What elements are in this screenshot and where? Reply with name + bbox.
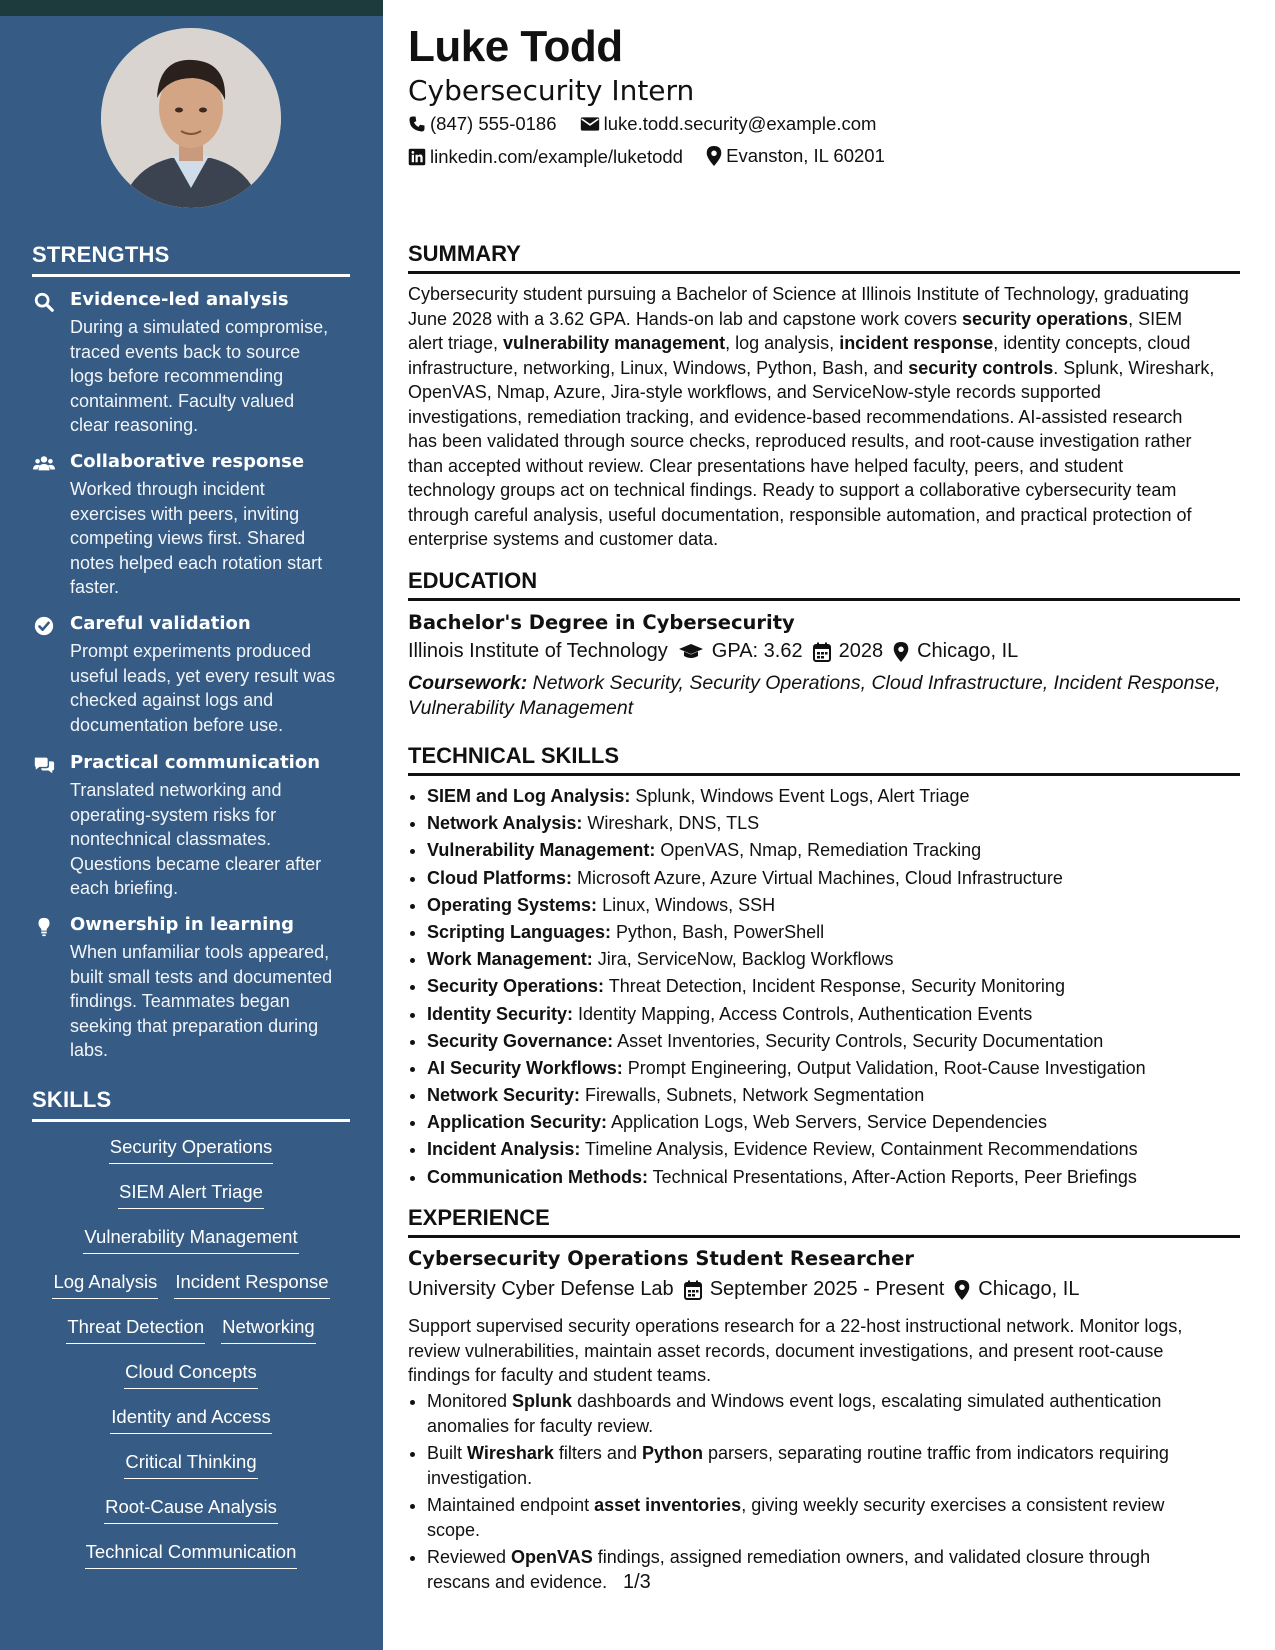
summary-line: enterprise systems and customer data. xyxy=(408,529,719,549)
school-location: Chicago, IL xyxy=(917,640,1019,662)
experience-heading: EXPERIENCE xyxy=(408,1205,1240,1238)
contact-line xyxy=(408,145,903,171)
technical-skill-item: • SIEM and Log Analysis: Splunk, Windows Event Logs, Alert Triage xyxy=(427,784,1259,809)
job-summary: Support supervised security operations research for a 22-host instructional network. Monitor logs, review vulnerabilities, maintain asset records, document investigations, and present root-cause findings for faculty and student teams. xyxy=(408,1316,1183,1385)
education-heading: EDUCATION xyxy=(408,568,1240,601)
contact-line xyxy=(408,113,894,138)
skill-row xyxy=(32,1136,350,1164)
skill-tag: Critical Thinking xyxy=(124,1451,257,1479)
skill-row xyxy=(32,1226,350,1254)
linkedin-url[interactable]: linkedin.com/example/luketodd xyxy=(430,146,683,167)
calendar-icon xyxy=(813,642,831,662)
degree-title: Bachelor's Degree in Cybersecurity xyxy=(408,611,795,634)
skill-tag: Vulnerability Management xyxy=(83,1226,298,1254)
job-bullet: • Maintained endpoint asset inventories, giving weekly security exercises a consistent review scope. xyxy=(427,1493,1259,1542)
technical-skill-item: • Security Operations: Threat Detection, Incident Response, Security Monitoring xyxy=(427,974,1259,999)
summary-line: OpenVAS, Nmap, Azure, Jira-style workflows, and ServiceNow-style records supported xyxy=(408,382,1101,402)
summary-line: through careful analysis, useful documentation, responsible automation, and practical protection of xyxy=(408,504,1192,525)
strength-description: Prompt experiments produced useful leads, yet every result was checked against logs and documentation before use. xyxy=(70,641,336,735)
job-bullet: • Monitored Splunk dashboards and Windows event logs, escalating simulated authentication anomalies for faculty review. xyxy=(427,1389,1259,1438)
skill-tag: Networking xyxy=(221,1316,316,1344)
skill-row xyxy=(32,1271,350,1299)
strength-description: During a simulated compromise, traced events back to source logs before recommending containment. Faculty valued clear reasoning. xyxy=(70,317,329,435)
skill-tag: Technical Communication xyxy=(85,1541,298,1569)
school-name: Illinois Institute of Technology xyxy=(408,640,668,662)
technical-skill-item: • Network Security: Firewalls, Subnets, Network Segmentation xyxy=(427,1083,1259,1108)
coursework: Coursework: Network Security, Security Operations, Cloud Infrastructure, Incident Response, Vulnerability Management xyxy=(408,672,1221,719)
skill-tag: Threat Detection xyxy=(66,1316,205,1344)
map-marker-icon xyxy=(706,146,722,166)
summary-line: than accepted without review. Clear presentations have helped faculty, peers, and student xyxy=(408,455,1124,476)
technical-skill-item: • Operating Systems: Linux, Windows, SSH xyxy=(427,893,1259,918)
graduation-cap-icon xyxy=(678,643,704,661)
employer: University Cyber Defense Lab xyxy=(408,1278,674,1300)
sidebar-top-bar xyxy=(0,0,383,16)
location-text: Evanston, IL 60201 xyxy=(726,145,885,166)
gpa: GPA: 3.62 xyxy=(711,640,803,662)
skill-row xyxy=(32,1541,350,1569)
strengths-heading: STRENGTHS xyxy=(32,242,350,277)
phone-icon xyxy=(408,115,426,133)
map-marker-icon xyxy=(954,1280,970,1300)
technical-skill-item: • Identity Security: Identity Mapping, Access Controls, Authentication Events xyxy=(427,1002,1259,1027)
strength-description: When unfamiliar tools appeared, built small tests and documented findings. Teammates began seeking that preparation during labs. xyxy=(70,942,333,1060)
technical-skill-item: • Work Management: Jira, ServiceNow, Backlog Workflows xyxy=(427,947,1259,972)
skill-row xyxy=(32,1361,350,1389)
location-item xyxy=(706,145,885,167)
grad-year: 2028 xyxy=(838,640,884,662)
job-location: Chicago, IL xyxy=(978,1278,1080,1300)
summary-line: has been validated through source checks, reproduced results, and root-cause investigation rather xyxy=(408,431,1192,451)
summary-text xyxy=(408,282,1240,552)
summary-line: investigations, remediation tracking, and evidence-based recommendations. AI-assisted research xyxy=(408,406,1183,427)
summary-line: Cybersecurity student pursuing a Bachelor of Science at Illinois Institute of Technology, graduating xyxy=(408,284,1189,304)
skill-tag: Identity and Access xyxy=(110,1406,271,1434)
technical-skills-list xyxy=(408,784,1259,1192)
technical-skill-item: • Vulnerability Management: OpenVAS, Nmap, Remediation Tracking xyxy=(427,838,1259,863)
strength-title: Ownership in learning xyxy=(70,914,295,935)
job-dates: September 2025 - Present xyxy=(709,1278,945,1300)
envelope-icon xyxy=(580,115,600,133)
skill-row xyxy=(32,1451,350,1479)
skill-row xyxy=(32,1316,350,1344)
strength-description: Translated networking and operating-system risks for nontechnical classmates. Questions became clearer after each briefing. xyxy=(70,780,322,898)
skill-tag: Incident Response xyxy=(174,1271,329,1299)
summary-heading: SUMMARY xyxy=(408,241,1240,274)
technical-skill-item: • Application Security: Application Logs, Web Servers, Service Dependencies xyxy=(427,1110,1259,1135)
skill-tag: Cloud Concepts xyxy=(124,1361,258,1389)
skill-tag: Log Analysis xyxy=(52,1271,158,1299)
strength-title: Careful validation xyxy=(70,613,251,634)
page-number: 1/3 xyxy=(623,1571,651,1593)
avatar xyxy=(101,28,281,208)
email-address[interactable]: luke.todd.security@example.com xyxy=(603,113,877,134)
comments-icon xyxy=(32,754,56,776)
skill-row xyxy=(32,1406,350,1434)
technical-skill-item: • Security Governance: Asset Inventories, Security Controls, Security Documentation xyxy=(427,1029,1259,1054)
coursework-label: Coursework: xyxy=(408,672,528,694)
email-item xyxy=(580,113,877,135)
skill-tag: SIEM Alert Triage xyxy=(118,1181,264,1209)
strength-title: Practical communication xyxy=(70,752,321,773)
sidebar xyxy=(0,0,383,1650)
job-bullet: • Reviewed OpenVAS findings, assigned remediation owners, and validated closure through rescans and evidence. xyxy=(427,1545,1259,1594)
summary-line: June 2028 with a 3.62 GPA. Hands-on lab and capstone work covers security operations, SIEM xyxy=(408,308,1183,329)
job-bullet: • Built Wireshark filters and Python parsers, separating routine traffic from indicators requiring investigation. xyxy=(427,1441,1259,1490)
calendar-icon xyxy=(684,1280,702,1300)
summary-line: technology groups act on technical findings. Ready to support a collaborative cybersecurity team xyxy=(408,480,1177,500)
skills-heading: SKILLS xyxy=(32,1087,350,1122)
strength-title: Collaborative response xyxy=(70,451,305,472)
phone-item xyxy=(408,113,557,135)
job-bullets xyxy=(408,1389,1259,1597)
technical-skills-heading: TECHNICAL SKILLS xyxy=(408,743,1240,776)
technical-skill-item: • Communication Methods: Technical Presentations, After-Action Reports, Peer Briefings xyxy=(427,1165,1259,1190)
lightbulb-icon xyxy=(32,916,56,938)
strength-description: Worked through incident exercises with peers, inviting competing views first. Shared notes helped each rotation start faster. xyxy=(70,479,323,597)
map-marker-icon xyxy=(893,642,909,662)
skill-row xyxy=(32,1496,350,1524)
strength-title: Evidence-led analysis xyxy=(70,289,289,310)
linkedin-icon xyxy=(408,148,426,166)
skill-tag: Root-Cause Analysis xyxy=(104,1496,278,1524)
technical-skill-item: • AI Security Workflows: Prompt Engineering, Output Validation, Root-Cause Investigation xyxy=(427,1056,1259,1081)
candidate-title: Cybersecurity Intern xyxy=(408,74,695,107)
users-icon xyxy=(32,453,56,475)
summary-line: alert triage, vulnerability management, log analysis, incident response, identity concepts, cloud xyxy=(408,333,1191,353)
technical-skill-item: • Incident Analysis: Timeline Analysis, Evidence Review, Containment Recommendations xyxy=(427,1137,1259,1162)
technical-skill-item: • Cloud Platforms: Microsoft Azure, Azure Virtual Machines, Cloud Infrastructure xyxy=(427,866,1259,891)
job-meta xyxy=(408,1278,1079,1301)
technical-skill-item: • Network Analysis: Wireshark, DNS, TLS xyxy=(427,811,1259,836)
search-icon xyxy=(32,291,56,313)
summary-line: infrastructure, networking, Linux, Windows, Python, Bash, and security controls. Splunk, Wireshark, xyxy=(408,357,1215,378)
job-title: Cybersecurity Operations Student Researcher xyxy=(408,1247,914,1270)
candidate-name: Luke Todd xyxy=(408,22,623,71)
phone-number: (847) 555-0186 xyxy=(430,113,557,134)
skill-row xyxy=(32,1181,350,1209)
technical-skill-item: • Scripting Languages: Python, Bash, PowerShell xyxy=(427,920,1259,945)
skill-tag: Security Operations xyxy=(109,1136,273,1164)
linkedin-item xyxy=(408,146,683,168)
education-meta xyxy=(408,640,1018,663)
check-circle-icon xyxy=(32,615,56,637)
